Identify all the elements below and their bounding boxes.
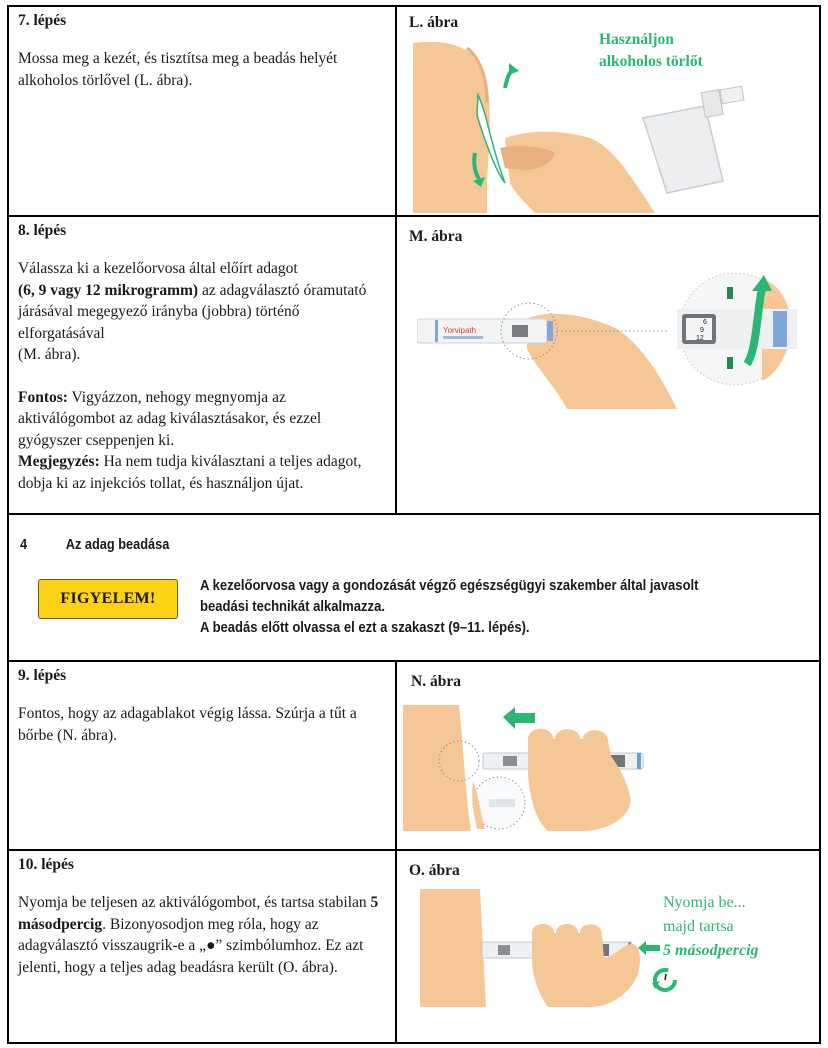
note-label: Megjegyzés: bbox=[18, 453, 100, 470]
swab-illustration bbox=[405, 33, 755, 213]
pen-brand: Yorvipath bbox=[443, 326, 477, 335]
press-hold-illustration bbox=[420, 889, 650, 1009]
note-text: Ha nem tudja kiválasztani a teljes adagot, dobja ki az injekciós tollat, és használjon újat. bbox=[18, 453, 362, 492]
text-segment: Válassza ki a kezelőorvosa által előírt adagot bbox=[18, 260, 298, 277]
step-7-text-cell bbox=[9, 7, 395, 215]
caption-line: 5 másodpercig bbox=[663, 942, 759, 959]
hold-duration: 5 másodpercig bbox=[18, 894, 379, 933]
figure-title: N. ábra bbox=[411, 673, 461, 690]
step-title: 10. lépés bbox=[18, 856, 74, 873]
caption-line: Használjon bbox=[599, 31, 674, 48]
step-10-text-cell bbox=[9, 851, 395, 1042]
text-segment: az adagválasztó óramutató járásával megegyező irányba (jobbra) történő elforgatásával bbox=[18, 281, 367, 342]
section-number: 4 bbox=[20, 537, 28, 553]
fist-shape bbox=[528, 729, 631, 831]
arrow-left-icon bbox=[503, 707, 535, 729]
arm-shape bbox=[403, 705, 471, 831]
step-description bbox=[18, 892, 390, 978]
important-label: Fontos: bbox=[18, 388, 68, 406]
figure-title: L. ábra bbox=[409, 14, 459, 31]
arm-shape bbox=[420, 889, 486, 1007]
hand-shape bbox=[505, 132, 655, 213]
step-title: 9. lépés bbox=[18, 667, 67, 684]
step-8-figure-cell bbox=[397, 217, 819, 513]
step-8-text-cell bbox=[9, 217, 395, 513]
step-title: 7. lépés bbox=[18, 12, 67, 29]
caption-line: Nyomja be... bbox=[663, 894, 746, 911]
step-description: Fontos, hogy az adagablakot végig lássa. Szúrja a tűt a bőrbe (N. ábra). bbox=[18, 705, 357, 744]
warning-line: beadási technikát alkalmazza. bbox=[200, 599, 385, 615]
step-description: Mossa meg a kezét, és tisztítsa meg a beadás helyét alkoholos törlővel (L. ábra). bbox=[18, 50, 338, 89]
row-divider bbox=[7, 513, 821, 515]
section-heading bbox=[20, 537, 169, 553]
arm-shape bbox=[413, 42, 490, 213]
section-title: Az adag beadása bbox=[65, 537, 170, 553]
step-description bbox=[18, 258, 378, 366]
section-dose-administration bbox=[9, 524, 819, 660]
table-border-bottom bbox=[7, 1042, 821, 1044]
warning-badge: FIGYELEM! bbox=[38, 579, 178, 619]
figure-title: O. ábra bbox=[409, 862, 460, 879]
dose-options: (6, 9 vagy 12 mikrogramm) bbox=[18, 281, 199, 299]
caption-line: majd tartsa bbox=[663, 918, 734, 935]
warning-line: A kezelőorvosa vagy a gondozását végző egészségügyi szakember által javasolt bbox=[200, 578, 699, 594]
timer-icon bbox=[650, 965, 680, 995]
text-segment: . Bizonyosodjon meg róla, hogy az adagválasztó visszaugrik-e a „●” szimbólumhoz. Ez azt jelenti, hogy a teljes adag beadásra került (O. ábra). bbox=[18, 915, 364, 976]
fist-shape bbox=[532, 924, 640, 1007]
figure-caption bbox=[663, 891, 759, 963]
dose-value: 9 bbox=[700, 327, 704, 334]
step-7-figure-cell bbox=[397, 7, 819, 215]
dose-value: 6 bbox=[703, 319, 707, 326]
warning-line: A beadás előtt olvassa el ezt a szakaszt (9–11. lépés). bbox=[200, 620, 530, 636]
dose-selection-illustration bbox=[417, 269, 817, 409]
text-segment: Nyomja be teljesen az aktiválógombot, és tartsa stabilan bbox=[18, 894, 371, 911]
dose-window-zoom bbox=[677, 273, 797, 385]
figure-reference: (M. ábra). bbox=[18, 346, 81, 363]
warning-text bbox=[200, 576, 758, 639]
arrow-left-icon bbox=[638, 941, 662, 955]
dose-value: 12 bbox=[696, 335, 704, 342]
step-10-figure-cell bbox=[397, 851, 819, 1042]
step-title: 8. lépés bbox=[18, 222, 67, 239]
caption-line: alkoholos törlőt bbox=[599, 53, 703, 70]
important-note bbox=[18, 387, 383, 495]
needle-insertion-illustration bbox=[403, 701, 663, 831]
step-9-figure-cell bbox=[397, 662, 819, 849]
alcohol-swab-packet bbox=[643, 86, 744, 193]
step-9-text-cell bbox=[9, 662, 395, 849]
important-text: Vigyázzon, nehogy megnyomja az aktiválógombot az adag kiválasztásakor, és ezzel gyógyszer cseppenjen ki. bbox=[18, 388, 322, 449]
figure-title: M. ábra bbox=[409, 228, 463, 245]
